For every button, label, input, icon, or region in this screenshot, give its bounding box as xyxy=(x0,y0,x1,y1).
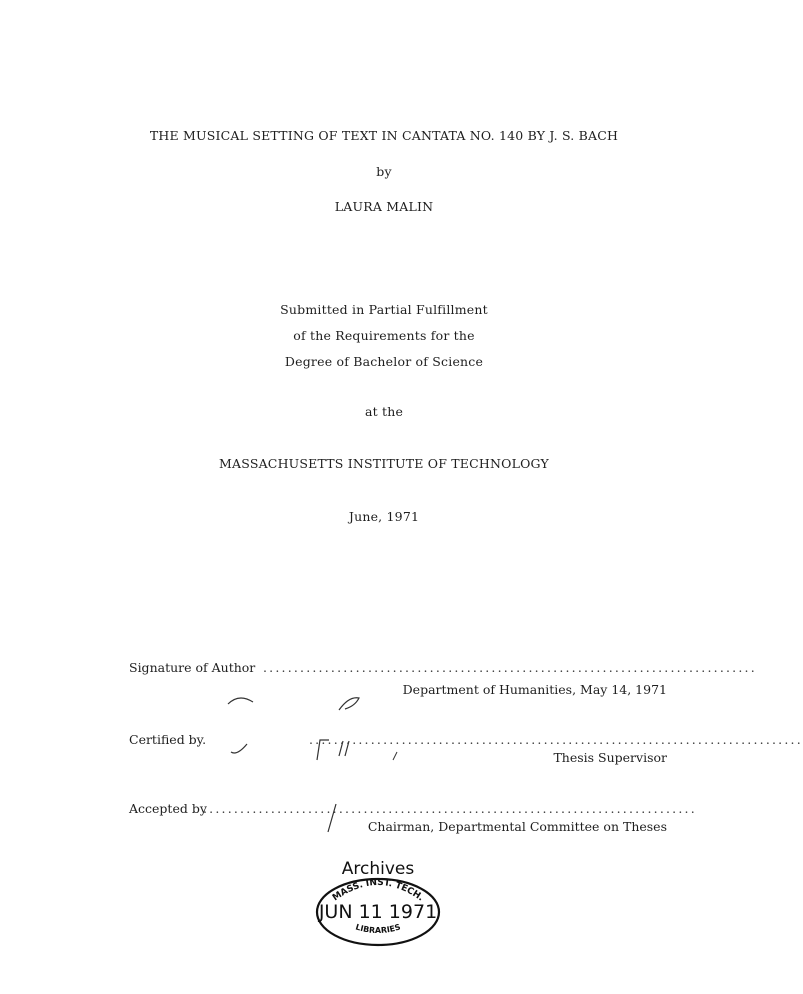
author-department-caption: Department of Humanities, May 14, 1971 xyxy=(402,682,667,697)
committee-chairman-caption: Chairman, Departmental Committee on Theses xyxy=(367,819,667,834)
svg-text:LIBRARIES xyxy=(354,922,401,935)
submission-line-2: of the Requirements for the xyxy=(293,328,475,343)
stamp-top-text: MASS. INST. TECH. xyxy=(330,877,426,904)
at-the-line: at the xyxy=(364,404,404,419)
institution-name: MASSACHUSETTS INSTITUTE OF TECHNOLOGY xyxy=(219,456,549,471)
by-line: by xyxy=(376,164,392,179)
submission-date: June, 1971 xyxy=(348,509,420,524)
chairman-signature-scribble xyxy=(322,802,342,834)
certified-signature-label: Certified by. xyxy=(129,732,207,747)
submission-line-1: Submitted in Partial Fulfillment xyxy=(280,302,488,317)
thesis-supervisor-caption: Thesis Supervisor xyxy=(553,750,667,765)
author-signature-block xyxy=(129,660,757,700)
accepted-signature-block xyxy=(129,801,697,841)
submission-line-3: Degree of Bachelor of Science xyxy=(284,354,484,369)
author-signature-line: ................................................................................ xyxy=(263,660,757,675)
stamp-date: JUN 11 1971 xyxy=(318,901,438,923)
thesis-title: THE MUSICAL SETTING OF TEXT IN CANTATA NO. 140 BY J. S. BACH xyxy=(149,128,619,143)
author-signature-label: Signature of Author xyxy=(129,660,256,675)
archives-library-stamp xyxy=(313,856,443,948)
accepted-signature-line: ................................................................................ xyxy=(203,801,697,816)
author-signature-scribble xyxy=(225,690,365,720)
stamp-heading: Archives xyxy=(341,859,415,879)
author-name: LAURA MALIN xyxy=(334,199,434,214)
stamp-bottom-text: LIBRARIES xyxy=(354,922,402,936)
accepted-signature-label: Accepted by xyxy=(129,801,207,816)
certified-signature-line: ................................................................................ xyxy=(309,732,803,747)
svg-text:MASS. INST. TECH. xyxy=(331,878,425,903)
supervisor-signature-scribble xyxy=(225,738,405,768)
